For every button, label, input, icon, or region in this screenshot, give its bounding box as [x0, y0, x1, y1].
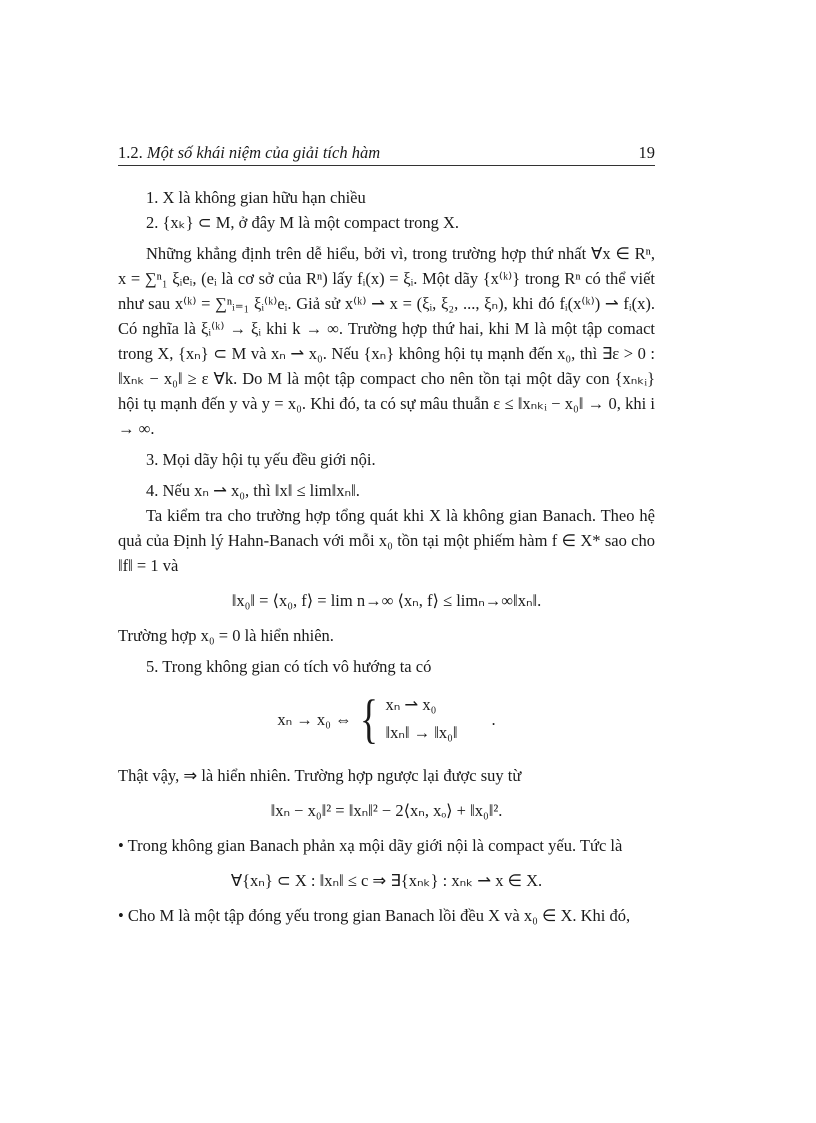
bullet-reflexive: • Trong không gian Banach phản xạ mội dãy giới nội là compact yếu. Tức là	[118, 836, 623, 855]
equation-weak-compact: ∀{xₙ} ⊂ X : ‖xₙ‖ ≤ c ⇒ ∃{xₙₖ} : xₙₖ ⇀ x ∈ X.	[230, 871, 543, 890]
equation-norm-expansion: ‖xₙ − x₀‖² = ‖xₙ‖² − 2⟨xₙ, xₒ⟩ + ‖x₀‖².	[270, 801, 503, 820]
list-item-5: 5. Trong không gian có tích vô hướng ta có	[146, 657, 432, 676]
paragraph-trivial-case: Trường hợp x₀ = 0 là hiển nhiên.	[118, 626, 334, 645]
equivalence-lhs: xₙ → x₀ ⇔	[277, 709, 352, 729]
equation-equivalence	[118, 691, 655, 747]
list-item-1: 1. X là không gian hữu hạn chiều	[146, 188, 366, 207]
running-header	[118, 141, 655, 166]
list-item-4: 4. Nếu xₙ ⇀ x₀, thì ‖x‖ ≤ lim‖xₙ‖.	[146, 481, 360, 500]
paragraph-converse: Thật vậy, ⇒ là hiển nhiên. Trường hợp ngược lại được suy từ	[118, 766, 522, 785]
list-item-2: 2. {xₖ} ⊂ M, ở đây M là một compact trong X.	[146, 213, 460, 232]
section-title: Một số khái niệm của giải tích hàm	[146, 143, 381, 162]
bullet-uniformly-convex: • Cho M là một tập đóng yếu trong gian Banach lồi đều X và x₀ ∈ X. Khi đó,	[118, 906, 631, 925]
equivalence-period: .	[491, 709, 496, 729]
equivalence-cases	[385, 691, 457, 747]
paragraph-banach: Ta kiểm tra cho trường hợp tổng quát khi X là không gian Banach. Theo hệ quả của Định lý Hahn-Banach với mỗi x₀ tồn tại một phiếm hàm f ∈ X* sao cho ‖f‖ = 1 và	[118, 506, 655, 575]
page-body	[118, 185, 655, 928]
page-number: 19	[638, 143, 655, 162]
equation-norm-limit: ‖x₀‖ = ⟨x₀, f⟩ = lim n→∞ ⟨xₙ, f⟩ ≤ limₙ→∞‖xₙ‖.	[231, 591, 542, 610]
paragraph-proof: Những khẳng định trên dễ hiểu, bởi vì, trong trường hợp thứ nhất ∀x ∈ Rⁿ, x = ∑ⁿ₁ ξᵢeᵢ, (eᵢ là cơ sở của Rⁿ) lấy fᵢ(x) = ξᵢ. Một dãy {x⁽ᵏ⁾} trong Rⁿ có thể viết như sau x⁽ᵏ⁾ = ∑ⁿᵢ₌₁ ξᵢ⁽ᵏ⁾eᵢ. Giả sử x⁽ᵏ⁾ ⇀ x = (ξᵢ, ξ₂, ..., ξₙ), khi đó fᵢ(x⁽ᵏ⁾) ⇀ fᵢ(x). Có nghĩa là ξᵢ⁽ᵏ⁾ → ξᵢ khi k → ∞. Trường hợp thứ hai, khi M là một tập comact trong X, {xₙ} ⊂ M và xₙ ⇀ x₀. Nếu {xₙ} không hội tụ mạnh đến x₀, thì ∃ε > 0 : ‖xₙₖ − x₀‖ ≥ ε ∀k. Do M là một tập compact cho nên tồn tại một dãy con {xₙₖᵢ} hội tụ mạnh đến y và y = x₀. Khi đó, ta có sự mâu thuẫn ε ≤ ‖xₙₖᵢ − x₀‖ → 0, khi i → ∞.	[118, 244, 655, 438]
list-item-3: 3. Mọi dãy hội tụ yếu đều giới nội.	[146, 450, 376, 469]
section-heading	[118, 143, 380, 163]
case-weak-convergence: xₙ ⇀ x₀	[385, 695, 437, 714]
section-number: 1.2.	[118, 143, 143, 162]
case-norm-convergence: ‖xₙ‖ → ‖x₀‖	[385, 723, 458, 742]
left-brace-icon: {	[359, 689, 378, 749]
